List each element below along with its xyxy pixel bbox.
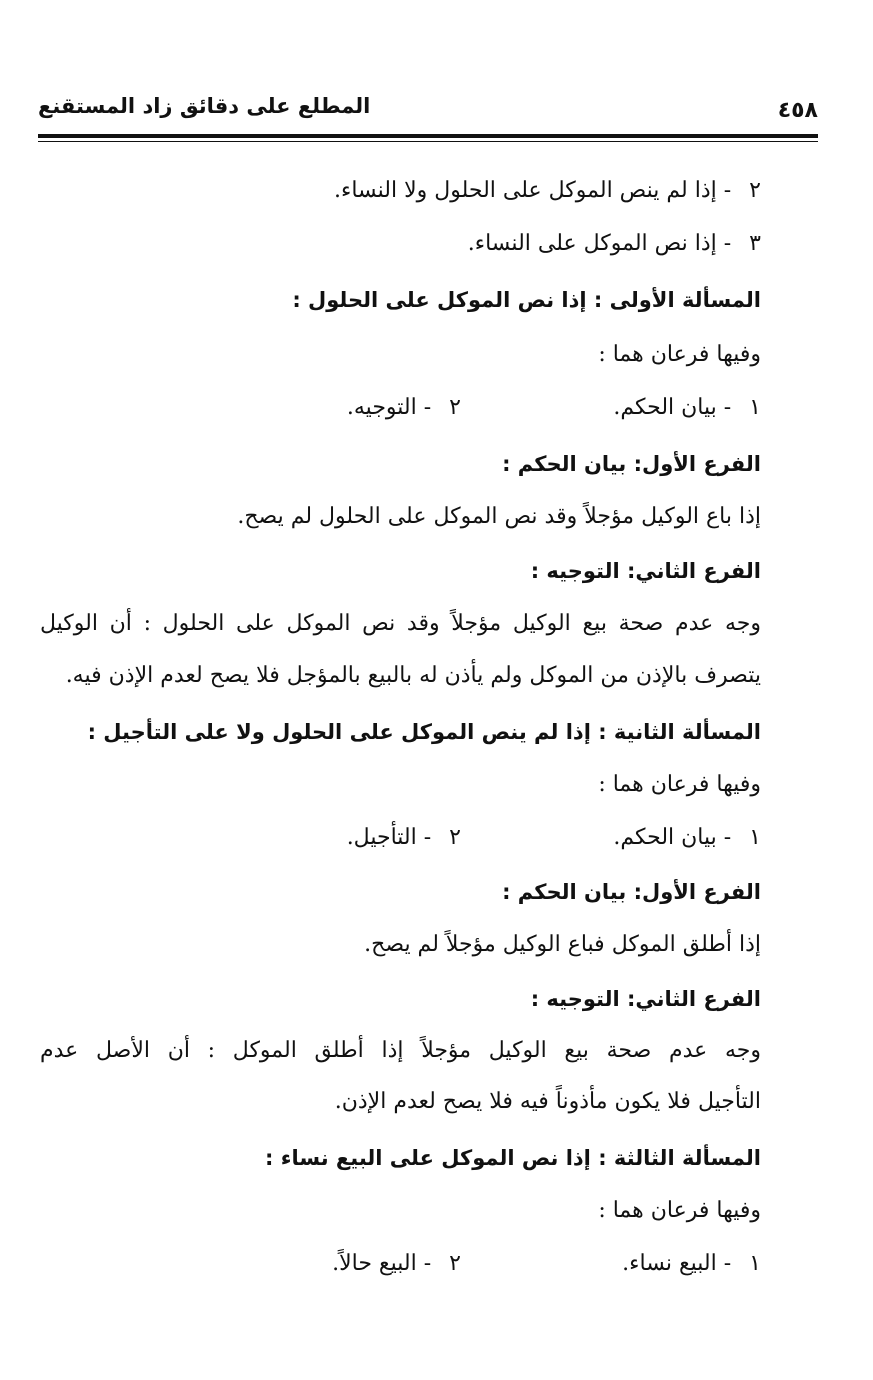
issue3-item-1: ١- البيع نساء. <box>622 1251 761 1276</box>
page-header <box>38 92 818 132</box>
issue2-title: المسألة الثانية : إذا لم ينص الموكل على الحلول ولا على التأجيل : <box>87 720 761 744</box>
issue2-items <box>241 823 761 853</box>
page-number: ٤٥٨ <box>777 98 818 123</box>
intro-item-3 <box>468 229 761 259</box>
running-title: المطلع على دقائق زاد المستقنع <box>38 94 371 118</box>
issue2-branch1-text: إذا أطلق الموكل فباع الوكيل مؤجلاً لم يصح. <box>364 932 761 957</box>
issue1-branch1-title: الفرع الأول: بيان الحكم : <box>502 452 761 476</box>
issue1-items <box>241 393 761 423</box>
issue2-branch2-line2: التأجيل فلا يكون مأذوناً فيه فلا يصح لعدم الإذن. <box>334 1089 761 1114</box>
issue1-item-1: ١- بيان الحكم. <box>613 395 761 420</box>
issue2-item-2: ٢- التأجيل. <box>346 825 461 850</box>
issue1-branch2-line1: وجه عدم صحة بيع الوكيل مؤجلاً وقد نص الموكل على الحلول : أن الوكيل <box>40 611 761 636</box>
issue3-items <box>241 1249 761 1279</box>
item-text: - إذا لم ينص الموكل على الحلول ولا النساء. <box>333 178 732 203</box>
issue2-branch1-title: الفرع الأول: بيان الحكم : <box>502 880 761 904</box>
issue2-branch2-line1: وجه عدم صحة بيع الوكيل مؤجلاً إذا أطلق الموكل : أن الأصل عدم <box>40 1038 761 1063</box>
header-rule-thin <box>38 141 818 142</box>
header-rule-thick <box>38 134 818 138</box>
item-number: ٣ <box>749 231 761 256</box>
issue1-title: المسألة الأولى : إذا نص الموكل على الحلول : <box>292 288 761 312</box>
intro-item-2 <box>334 176 761 206</box>
issue3-item-2: ٢- البيع حالاً. <box>332 1251 461 1276</box>
issue2-intro: وفيها فرعان هما : <box>598 772 761 797</box>
issue1-branch1-text: إذا باع الوكيل مؤجلاً وقد نص الموكل على الحلول لم يصح. <box>237 504 761 529</box>
issue1-branch2-line2: يتصرف بالإذن من الموكل ولم يأذن له بالبيع بالمؤجل فلا يصح لعدم الإذن فيه. <box>65 663 761 688</box>
issue1-branch2-title: الفرع الثاني: التوجيه : <box>530 559 761 583</box>
issue1-item-2: ٢- التوجيه. <box>346 395 461 420</box>
item-text: - إذا نص الموكل على النساء. <box>467 231 732 256</box>
item-number: ٢ <box>749 178 761 203</box>
issue3-title: المسألة الثالثة : إذا نص الموكل على البيع نساء : <box>265 1146 761 1170</box>
issue2-branch2-title: الفرع الثاني: التوجيه : <box>530 987 761 1011</box>
issue2-item-1: ١- بيان الحكم. <box>613 825 761 850</box>
issue3-intro: وفيها فرعان هما : <box>598 1198 761 1223</box>
issue1-intro: وفيها فرعان هما : <box>598 342 761 367</box>
